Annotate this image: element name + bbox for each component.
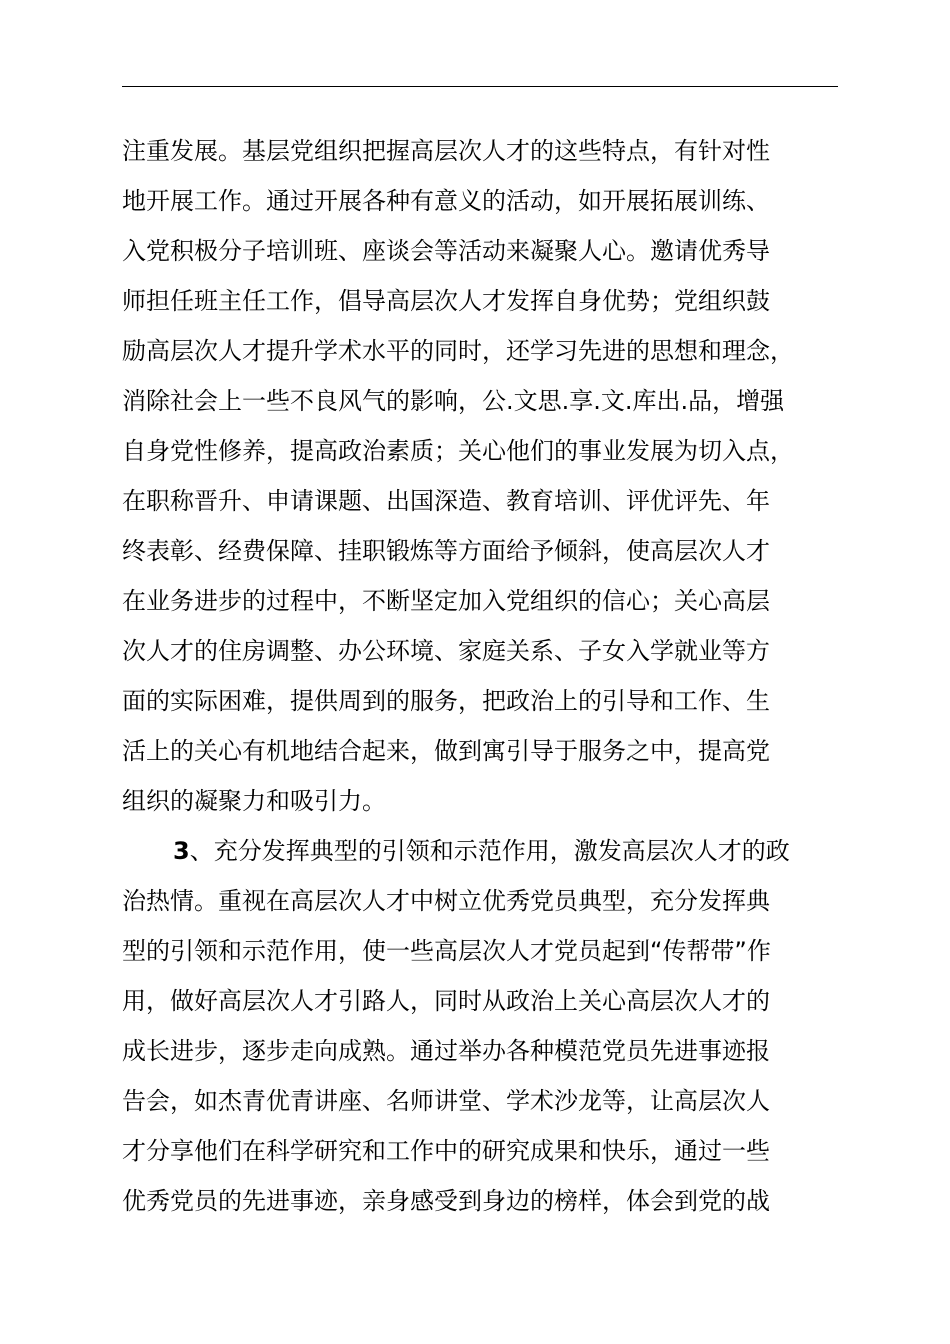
text-line: 型的引领和示范作用，使一些高层次人才党员起到“传帮带”作 [122,937,771,965]
paragraph-2 [122,826,862,1226]
text-line: 面的实际困难，提供周到的服务，把政治上的引导和工作、生 [122,687,770,715]
text-line: 治热情。重视在高层次人才中树立优秀党员典型，充分发挥典 [122,887,770,915]
text-line: 用，做好高层次人才引路人，同时从政治上关心高层次人才的 [122,987,770,1015]
text-line: 成长进步，逐步走向成熟。通过举办各种模范党员先进事迹报 [122,1037,770,1065]
text-line: 师担任班主任工作，倡导高层次人才发挥自身优势；党组织鼓 [122,287,770,315]
text-line: 注重发展。基层党组织把握高层次人才的这些特点，有针对性 [122,137,770,165]
paragraph-2-first-line [122,826,862,876]
text-line: 活上的关心有机地结合起来，做到寓引导于服务之中，提高党 [122,737,770,765]
text-line: 在业务进步的过程中，不断坚定加入党组织的信心；关心高层 [122,587,770,615]
text-line: 告会，如杰青优青讲座、名师讲堂、学术沙龙等，让高层次人 [122,1087,770,1115]
text-line: 地开展工作。通过开展各种有意义的活动，如开展拓展训练、 [122,187,770,215]
text-line: 在职称晋升、申请课题、出国深造、教育培训、评优评先、年 [122,487,770,515]
text-line: 终表彰、经费保障、挂职锻炼等方面给予倾斜，使高层次人才 [122,537,770,565]
text-line: 自身党性修养，提高政治素质；关心他们的事业发展为切入点， [122,437,794,465]
paragraph-1 [122,126,862,826]
text-line: 消除社会上一些不良风气的影响，公.文思.享.文.库出.品，增强 [122,387,785,415]
text-line: 才分享他们在科学研究和工作中的研究成果和快乐，通过一些 [122,1137,770,1165]
section-number: 3 [173,837,190,865]
text-line: 优秀党员的先进事迹，亲身感受到身边的榜样，体会到党的战 [122,1187,770,1215]
text-span: 、充分发挥典型的引领和示范作用，激发高层次人才的政 [189,837,790,865]
document-body [122,126,862,1226]
text-line: 励高层次人才提升学术水平的同时，还学习先进的思想和理念， [122,337,794,365]
text-line: 入党积极分子培训班、座谈会等活动来凝聚人心。邀请优秀导 [122,237,770,265]
header-rule [122,86,838,87]
text-line: 次人才的住房调整、办公环境、家庭关系、子女入学就业等方 [122,637,770,665]
text-line: 组织的凝聚力和吸引力。 [122,787,386,815]
